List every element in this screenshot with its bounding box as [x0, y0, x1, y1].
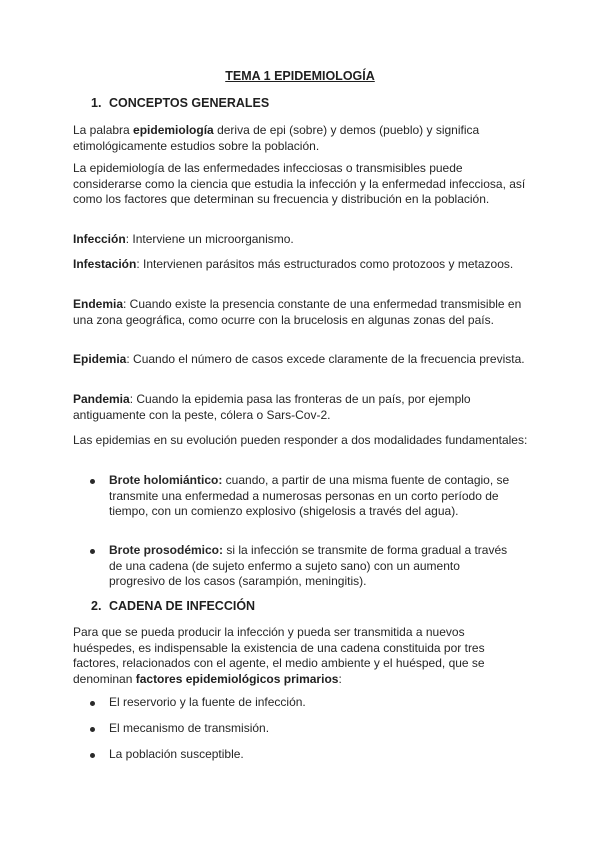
- bullet-dot: [90, 701, 95, 706]
- definition-endemia: [73, 297, 529, 328]
- definition-text: : Interviene un microorganismo.: [125, 232, 294, 246]
- list-item-brote-prosodemico: [109, 543, 519, 590]
- list-item-text: cuando, a partir de una misma fuente de contagio, se transmite una enfermedad a numerosas personas en un corto período de tiempo, con un comienzo explosivo (shigelosis a través del agua).: [109, 473, 510, 518]
- list-item-brote-holomiantico: [109, 473, 519, 520]
- paragraph-epidemic-modalities: Las epidemias en su evolución pueden responder a dos modalidades fundamentales:: [73, 433, 528, 447]
- bullet-dot: [90, 727, 95, 732]
- section-heading-text: CADENA DE INFECCIÓN: [109, 599, 256, 613]
- definition-term: Infección: [73, 232, 126, 246]
- paragraph-epidemiology-definition: [73, 123, 529, 154]
- section-heading-text: CONCEPTOS GENERALES: [109, 96, 270, 110]
- list-item-mecanismo: El mecanismo de transmisión.: [109, 721, 270, 735]
- section-number: 2.: [91, 599, 102, 613]
- text-run: Para que se pueda producir la infección y pueda ser transmitida a nuevos huéspedes, es indispensable la existencia de una cadena constituida por tres factores, relacionados con el agente, el medio ambiente y el huésped, que se denominan: [73, 625, 485, 686]
- definition-infestacion: [73, 257, 529, 273]
- definition-text: : Cuando la epidemia pasa las fronteras de un país, por ejemplo antiguamente con la peste, cólera o Sars-Cov-2.: [73, 392, 471, 422]
- text-run: :: [338, 671, 342, 686]
- definition-text: : Cuando el número de casos excede claramente de la frecuencia prevista.: [126, 352, 525, 366]
- list-item-poblacion: La población susceptible.: [109, 747, 244, 761]
- section-number: 1.: [91, 96, 102, 110]
- list-item-term: Brote holomiántico:: [109, 473, 223, 487]
- section-heading-1: [91, 96, 269, 110]
- definition-term: Endemia: [73, 297, 124, 311]
- list-item-text: si la infección se transmite de forma gradual a través de una cadena (de sujeto enfermo a sujeto sano) con un aumento progresivo de los casos (sarampión, meningitis).: [109, 543, 508, 588]
- definition-pandemia: [73, 392, 529, 423]
- definition-epidemia: [73, 352, 529, 368]
- section-heading-2: [91, 599, 255, 613]
- definition-text: : Intervienen parásitos más estructurados como protozoos y metazoos.: [136, 257, 514, 271]
- text-run: La palabra: [73, 123, 134, 137]
- bullet-dot: [90, 753, 95, 758]
- list-item-reservorio: El reservorio y la fuente de infección.: [109, 695, 306, 709]
- definition-text: : Cuando existe la presencia constante de una enfermedad transmisible en una zona geográfica, como ocurre con la brucelosis en algunas zonas del país.: [73, 297, 522, 327]
- definition-infeccion: [73, 232, 529, 248]
- document-title: TEMA 1 EPIDEMIOLOGÍA: [225, 69, 375, 83]
- paragraph-infection-chain: [73, 625, 529, 687]
- bold-term: factores epidemiológicos primarios: [135, 671, 339, 686]
- bullet-dot: [90, 479, 95, 484]
- definition-term: Pandemia: [73, 392, 130, 406]
- bold-term: epidemiología: [133, 123, 214, 137]
- paragraph-infectious-epidemiology: La epidemiología de las enfermedades infecciosas o transmisibles puede considerarse como la ciencia que estudia la infección y la enfermedad infecciosa, así como los factores que determinan su frecuencia y distribución en la población.: [73, 161, 526, 206]
- list-item-term: Brote prosodémico:: [109, 543, 224, 557]
- definition-term: Infestación: [73, 257, 137, 271]
- text-run: deriva de epi (sobre) y demos (pueblo) y significa etimológicamente estudios sobre la población.: [73, 123, 480, 153]
- definition-term: Epidemia: [73, 352, 127, 366]
- bullet-dot: [90, 549, 95, 554]
